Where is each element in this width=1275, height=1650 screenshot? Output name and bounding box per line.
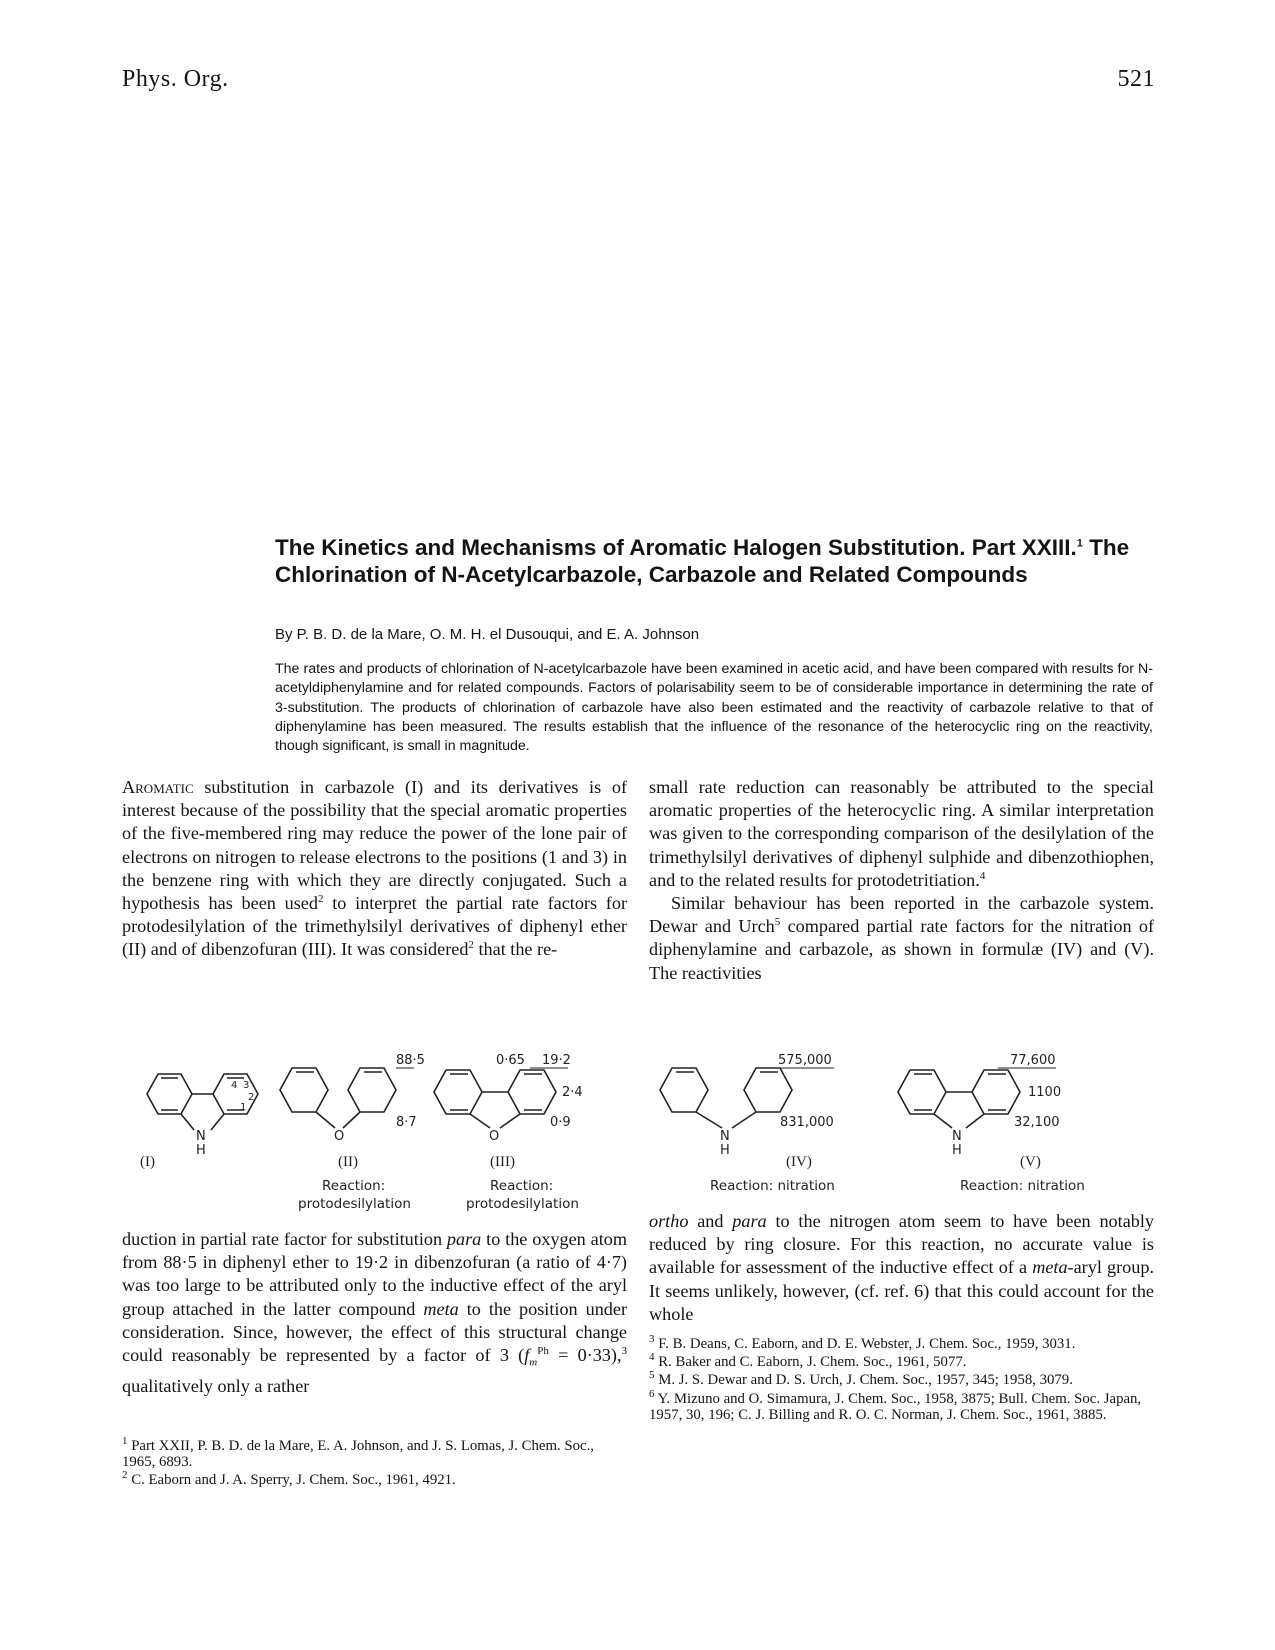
IV-para: 575,000 <box>778 1053 832 1068</box>
body-left-4c: to the position under consideration. Since, however, the effect of this structural change could reasonably be represented by a factor of 3 ( <box>122 1298 628 1366</box>
V-v2: 1100 <box>1028 1085 1062 1100</box>
body-left-1: substitution in carbazole (I) and its derivatives is of interest because of the possibility that the special aromatic properties of the five-membered ring may reduce the power of the lone pair of electrons on nitrogen to release electrons to the positions (1 and 3) in the benzene ring with which they are directly conjugated. Such a hypothesis has been used <box>122 777 628 914</box>
emph-meta: meta <box>423 1298 459 1319</box>
V-N: N <box>952 1129 962 1144</box>
III-O: O <box>489 1129 500 1144</box>
V-v1: 77,600 <box>1010 1053 1056 1068</box>
I-N: N <box>196 1129 206 1144</box>
body-left-4d: = 0·33), <box>558 1345 622 1366</box>
body-left-2: to interpret the partial rate factors for protodesilylation of the trimethylsilyl derivatives of diphenyl ether (II) and of dibenzofuran (III). It was considered <box>122 893 628 960</box>
body-left-4e: qualitatively only a rather <box>122 1375 310 1396</box>
emph-para: para <box>446 1229 482 1249</box>
structure-III <box>434 1053 583 1212</box>
title-ref: 1 <box>1076 537 1083 550</box>
body-left-3: that the re- <box>478 939 558 960</box>
footnote-1: Part XXII, P. B. D. de la Mare, E. A. Johnson, and J. S. Lomas, J. Chem. Soc., 1965, 6893. <box>122 1438 594 1471</box>
body-right-2b: compared partial rate factors for the nitration of diphenylamine and carbazole, as shown in formulæ (IV) and (V). The reactivities <box>649 916 1155 983</box>
page-number: 521 <box>1117 66 1155 92</box>
I-label: (I) <box>140 1154 155 1170</box>
III-label: (III) <box>490 1154 515 1170</box>
body-left-upper: Aromatic substitution in carbazole (I) and its derivatives is of interest because of the possibility that the special aromatic properties of the five-membered ring may reduce the power of the lone pair of electrons on nitrogen to release electrons to the positions (1 and 3) in the benzene ring with which they are directly conjugated. Such a hypothesis has been used$^2$ to interpret the partial rate factors for protodesilylation of the trimethylsilyl derivatives of diphenyl ether (II) and of dibenzofuran (III). It was considered$^2$ that the re- <box>122 777 628 960</box>
II-O: O <box>334 1129 345 1144</box>
structure-I <box>140 1074 258 1170</box>
footnote-6: Y. Mizuno and O. Simamura, J. Chem. Soc., 1958, 3875; Bull. Chem. Soc. Japan, 1957, 30, 196; C. J. Billing and R. O. C. Norman, J. Chem. Soc., 1961, 3885. <box>649 1390 1142 1423</box>
III-v1: 0·65 <box>496 1053 525 1068</box>
body-left-lower: duction in partial rate factor for substitution para to the oxygen atom from 88·5 in diphenyl ether to 19·2 in dibenzofuran (a ratio of 4·7) was too large to be attributed only to the inductive effect of the aryl group attached in the latter compound meta to the position under consideration. Since, however, the effect of this structural change could reasonably be represented by a factor of 3 $(f_m^{Ph} = 0\cdot 33),^3$ qualitatively only a rather <box>122 1229 628 1396</box>
structures-figure <box>110 1040 1170 1220</box>
footnotes-left: $^1$ Part XXII, P. B. D. de la Mare, E. A. Johnson, and J. S. Lomas, J. Chem. Soc., 1965, 6893. $^2$ C. Eaborn and J. A. Sperry, J. Chem. Soc., 1961, 4921. <box>122 1435 594 1489</box>
I-H: H <box>196 1143 206 1158</box>
body-right-3c: group. It seems unlikely, however, (cf. ref. 6) that this could account for the whole <box>649 1257 1154 1324</box>
V-H: H <box>952 1143 962 1158</box>
title-text: The Kinetics and Mechanisms of Aromatic Halogen Substitution. Part XXIII. <box>275 535 1077 560</box>
structure-V <box>898 1053 1085 1194</box>
IV-H: H <box>720 1143 730 1158</box>
footnote-3: F. B. Deans, C. Eaborn, and D. E. Webster, J. Chem. Soc., 1959, 3031. <box>658 1336 1076 1352</box>
abstract: The rates and products of chlorination of N-acetylcarbazole have been examined in acetic acid, and have been compared with results for N-acetyldiphenylamine and for related compounds. Factors of polarisability seem to be of considerable importance in determining the rate of 3-substitution. The products of chlorination of carbazole have also been estimated and the reactivity of carbazole relative to that of diphenylamine has been measured. The results establish that the influence of the resonance of the heterocyclic ring on the reactivity, though significant, is small in magnitude. <box>275 661 1153 755</box>
body-right-lower: ortho and para to the nitrogen atom seem to have been notably reduced by ring closure. For this reaction, no accurate value is available for assessment of the inductive effect of a meta-aryl group. It seems unlikely, however, (cf. ref. 6) that this could account for the whole <box>649 1211 1155 1324</box>
body-right-2a: Similar behaviour has been reported in the carbazole system. Dewar and Urch <box>649 893 1154 937</box>
body-left-4a: duction in partial rate factor for substitution <box>122 1229 443 1249</box>
footnote-2: C. Eaborn and J. A. Sperry, J. Chem. Soc., 1961, 4921. <box>131 1472 456 1489</box>
III-v2: 19·2 <box>542 1053 571 1068</box>
lead-word: Aromatic <box>122 777 194 797</box>
article-title <box>275 534 1155 588</box>
body-right-1: small rate reduction can reasonably be attributed to the special aromatic properties of the heterocyclic ring. A similar interpretation was given to the corresponding comparison of the desilylation of the trimethylsilyl derivatives of diphenyl sulphide and dibenzothiophen, and to the related results for protodetritiation. <box>649 777 1154 890</box>
II-reaction-1: Reaction: <box>322 1178 386 1194</box>
emph-meta-aryl: meta <box>1032 1257 1068 1278</box>
I-pos-3: 3 <box>243 1080 250 1091</box>
II-para: 88·5 <box>396 1053 425 1068</box>
emph-ortho: ortho <box>649 1211 689 1231</box>
body-right-upper: small rate reduction can reasonably be attributed to the special aromatic properties of the heterocyclic ring. A similar interpretation was given to the corresponding comparison of the desilylation of the trimethylsilyl derivatives of diphenyl sulphide and dibenzothiophen, and to the related results for protodetritiation.$^4$ Similar behaviour has been reported in the carbazole system. Dewar and Urch$^5$ compared partial rate factors for the nitration of diphenylamine and carbazole, as shown in formulæ (IV) and (V). The reactivities <box>649 777 1155 983</box>
footnote-4: R. Baker and C. Eaborn, J. Chem. Soc., 1961, 5077. <box>658 1354 967 1371</box>
IV-ortho: 831,000 <box>780 1115 834 1130</box>
authors: By P. B. D. de la Mare, O. M. H. el Dusouqui, and E. A. Johnson <box>275 626 700 643</box>
body-left-4b: to the oxygen atom from 88·5 in diphenyl ether to 19·2 in dibenzofuran (a ratio of 4·7) was too large to be attributed only to the inductive effect of the aryl group attached in the latter compound <box>122 1229 627 1319</box>
title-subtitle: The Chlorination of N-Acetylcarbazole, Carbazole and Related Compounds <box>275 535 1130 587</box>
footnotes-right: $^3$ F. B. Deans, C. Eaborn, and D. E. Webster, J. Chem. Soc., 1959, 3031. $^4$ R. Baker and C. Eaborn, J. Chem. Soc., 1961, 5077. $^5$ M. J. S. Dewar and D. S. Urch, J. Chem. Soc., 1957, 345; 1958, 3079. $^6$ Y. Mizuno and O. Simamura, J. Chem. Soc., 1958, 3875; Bull. Chem. Soc. Japan, 1957, 30, 196; C. J. Billing and R. O. C. Norman, J. Chem. Soc., 1961, 3885. <box>649 1333 1142 1423</box>
structure-II <box>280 1053 425 1212</box>
V-reaction: Reaction: nitration <box>960 1178 1085 1194</box>
III-v4: 0·9 <box>550 1115 571 1130</box>
II-ortho: 8·7 <box>396 1115 417 1130</box>
footnote-5: M. J. S. Dewar and D. S. Urch, J. Chem. Soc., 1957, 345; 1958, 3079. <box>658 1372 1073 1389</box>
structure-IV <box>660 1053 835 1194</box>
emph-para-2: para <box>732 1211 767 1231</box>
II-reaction-2: protodesilylation <box>298 1196 411 1212</box>
I-pos-4: 4 <box>231 1080 238 1091</box>
IV-label: (IV) <box>786 1154 812 1170</box>
IV-reaction: Reaction: nitration <box>710 1178 835 1194</box>
I-pos-2: 2 <box>248 1092 255 1103</box>
V-v3: 32,100 <box>1014 1115 1060 1130</box>
III-v3: 2·4 <box>562 1085 583 1100</box>
I-pos-1: 1 <box>240 1102 247 1113</box>
journal-section: Phys. Org. <box>122 66 229 92</box>
V-label: (V) <box>1020 1154 1041 1170</box>
body-right-3b: to the nitrogen atom seem to have been notably reduced by ring closure. For this reaction, no accurate value is available for assessment of the inductive effect of a <box>649 1211 1155 1278</box>
II-label: (II) <box>338 1154 358 1170</box>
IV-N: N <box>720 1129 730 1144</box>
III-reaction-2: protodesilylation <box>466 1196 579 1212</box>
III-reaction-1: Reaction: <box>490 1178 554 1194</box>
